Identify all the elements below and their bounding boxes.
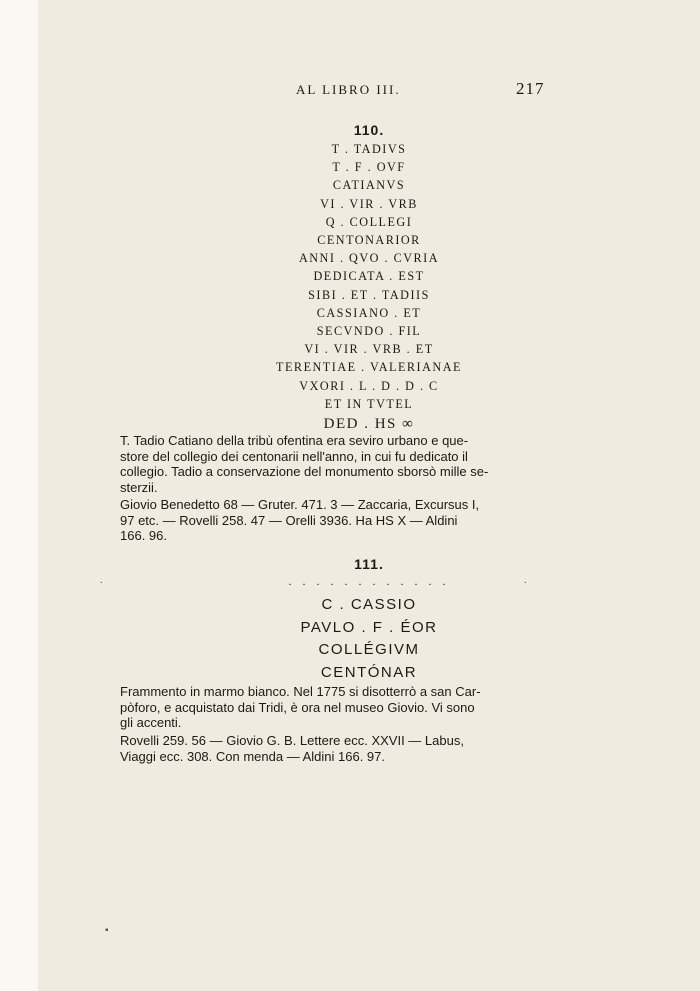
inscription-110 (38, 122, 700, 138)
references-111 (120, 733, 580, 764)
epigraph-line: VI . VIR . VRB (320, 196, 418, 211)
commentary-110 (120, 433, 580, 495)
epigraph-line: C . CASSIO (321, 596, 417, 613)
references-110 (120, 497, 580, 544)
commentary-line: gli accenti. (120, 715, 182, 731)
page-header (38, 79, 700, 102)
commentary-line: sterzii. (120, 479, 158, 495)
reference-line: Giovio Benedetto 68 — Gruter. 471. 3 — Zaccaria, Excursus I, (120, 497, 480, 512)
epigraph-line: CASSIANO . ET (316, 305, 422, 320)
epigraph-line: VI . VIR . VRB . ET (304, 342, 434, 357)
left-margin (0, 0, 38, 991)
reference-line: Viaggi ecc. 308. Con menda — Aldini 166. 97. (120, 748, 385, 764)
epigraph-line: COLLÉGIVM (318, 641, 420, 658)
epigraph-line: ANNI . QVO . CVRIA (298, 251, 440, 266)
epigraph-line: T . F . OVF (332, 160, 406, 175)
commentary-line: T. Tadio Catiano della tribù ofentina era seviro urbano e que- (120, 433, 469, 448)
commentary-111 (120, 684, 580, 731)
lacuna-dots: . . . . . . . . . . . . (288, 574, 450, 588)
epigraph-line: T . TADIVS (331, 142, 407, 156)
printer-mark: ▪ (105, 925, 109, 936)
epigraph-line: VXORI . L . D . D . C (299, 378, 439, 393)
epigraph-line: CATIANVS (332, 178, 406, 193)
epigraph-line: CENTONARIOR (317, 233, 421, 248)
epigraph-line: SECVNDO . FIL (316, 324, 422, 339)
printer-mark: . (100, 575, 103, 586)
epigraph-line: DED . HS ∞ (323, 416, 415, 433)
epigraph-line: PAVLO . F . ÉOR (300, 618, 438, 636)
epigraph-line: Q . COLLEGI (325, 214, 413, 229)
epigraph-line: SIBI . ET . TADIIS (308, 287, 430, 302)
page-number: 217 (516, 79, 545, 98)
epigraph-line: DEDICATA . EST (313, 269, 425, 284)
epigraph-line: TERENTIAE . VALERIANAE (276, 360, 462, 375)
reference-line: 97 etc. — Rovelli 258. 47 — Orelli 3936. Ha HS X — Aldini (120, 512, 458, 528)
reference-line: Rovelli 259. 56 — Giovio G. B. Lettere ecc. XXVII — Labus, (120, 733, 464, 748)
inscription-110-text (38, 140, 700, 435)
inscription-number: 111. (354, 556, 384, 572)
printer-mark: . (524, 575, 527, 586)
inscription-number: 110. (353, 122, 385, 138)
commentary-line: Frammento in marmo bianco. Nel 1775 si disotterrò a san Car- (120, 684, 481, 699)
running-head: AL LIBRO III. (296, 82, 401, 97)
inscription-111-text (38, 594, 700, 684)
commentary-line: pòforo, e acquistato dai Tridi, è ora nel museo Giovio. Vi sono (120, 699, 475, 715)
commentary-line: store del collegio dei centonarii nell'anno, in cui fu dedicato il (120, 448, 468, 464)
epigraph-line: CENTÓNAR (320, 663, 418, 681)
inscription-111 (38, 556, 700, 572)
book-page (38, 0, 700, 991)
epigraph-line: ET IN TVTEL (324, 396, 414, 411)
commentary-line: collegio. Tadio a conservazione del monumento sborsò mille se- (120, 464, 489, 480)
reference-line: 166. 96. (120, 528, 167, 544)
